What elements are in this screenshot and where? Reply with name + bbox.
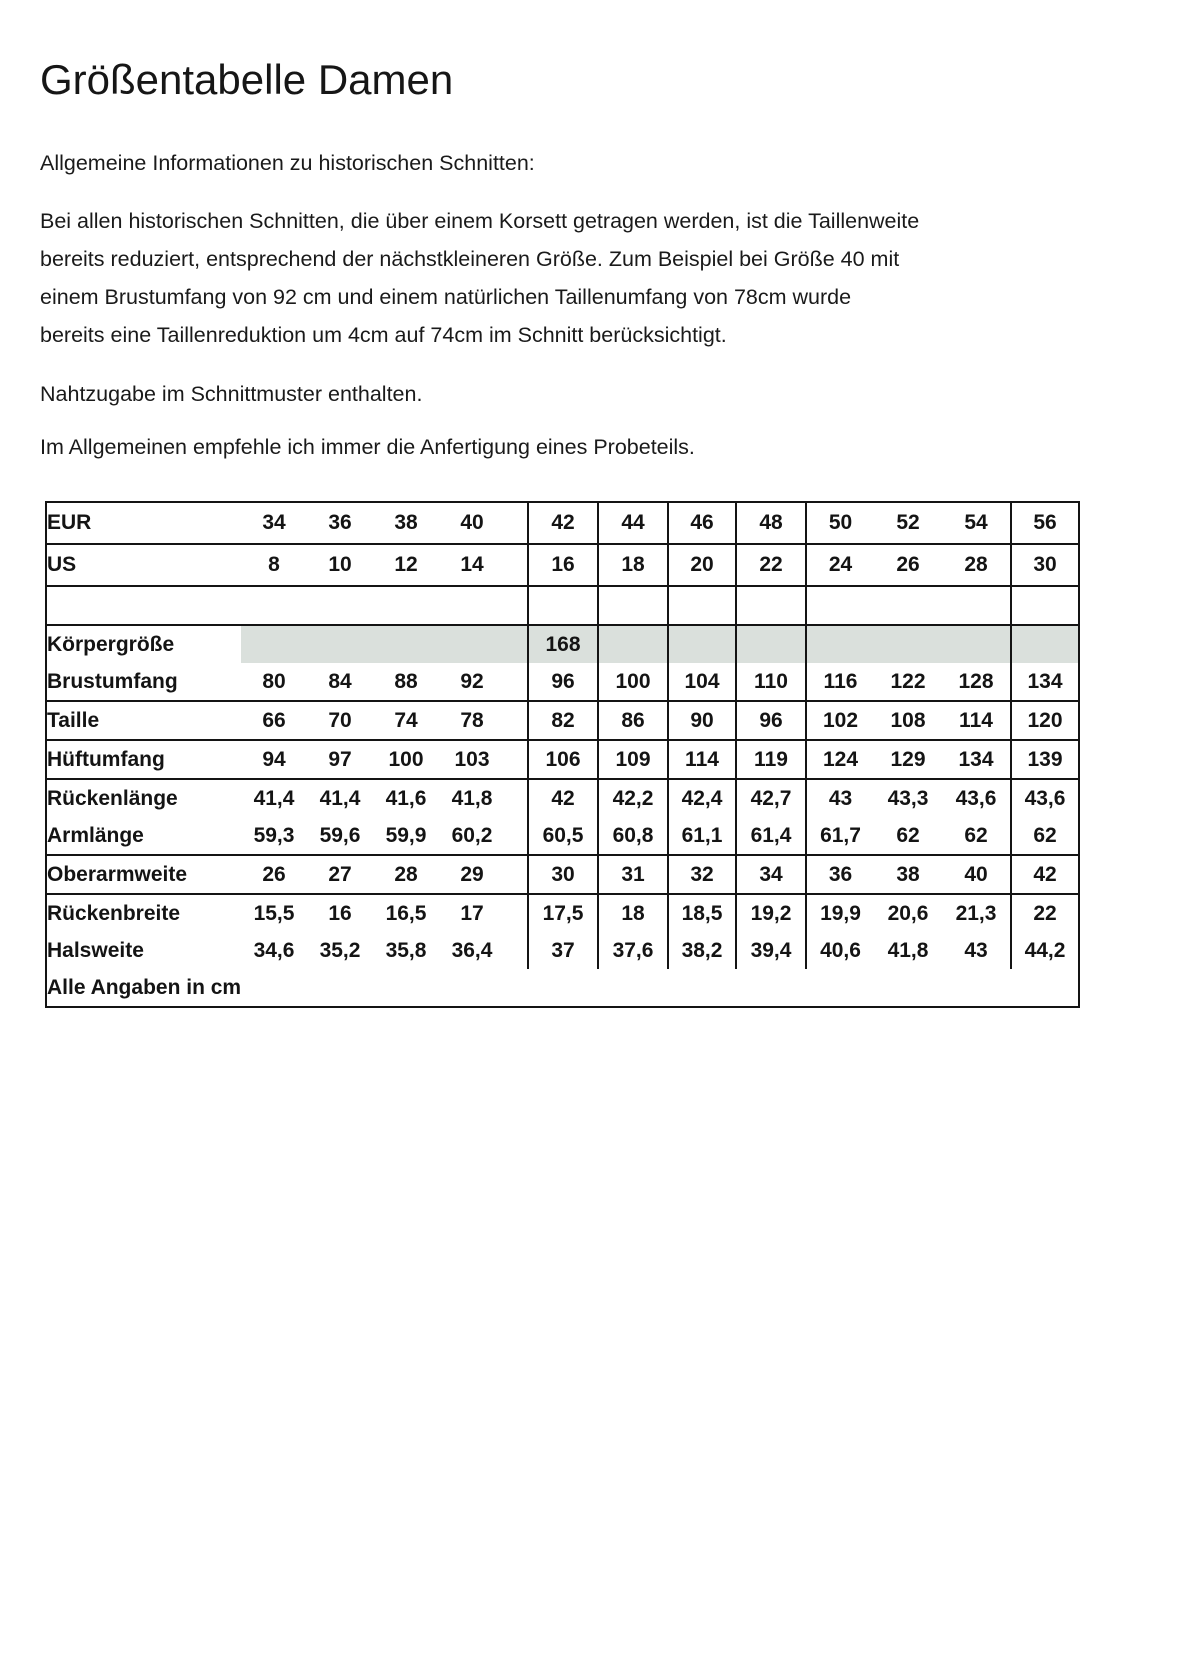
spacer-cell — [505, 701, 528, 740]
row-label: Taille — [46, 701, 241, 740]
spacer-row — [46, 586, 1079, 625]
value-cell — [373, 586, 439, 625]
value-cell — [874, 625, 942, 663]
table-row — [46, 625, 1079, 663]
value-cell — [528, 586, 598, 625]
value-cell: 43,3 — [887, 786, 929, 810]
row-label: Oberarmweite — [46, 855, 241, 894]
value-cell: 28 — [942, 544, 1011, 586]
value-cell: 19,9 — [806, 894, 874, 932]
value-cell: 119 — [736, 740, 806, 779]
value-cell: 124 — [806, 740, 874, 779]
value-cell: 14 — [439, 544, 505, 586]
value-cell: 102 — [806, 701, 874, 740]
value-cell: 70 — [307, 701, 373, 740]
spacer-cell — [505, 502, 528, 544]
value-cell: 134 — [942, 740, 1011, 779]
value-cell — [736, 586, 806, 625]
value-cell: 27 — [307, 855, 373, 894]
value-cell — [806, 586, 874, 625]
value-cell: 17 — [460, 901, 484, 925]
value-cell: 108 — [874, 701, 942, 740]
value-cell — [806, 625, 874, 663]
value-cell: 50 — [806, 502, 874, 544]
spacer-cell — [505, 740, 528, 779]
value-cell: 96 — [528, 663, 598, 701]
value-cell — [1011, 586, 1079, 625]
table-row — [46, 740, 1079, 779]
value-cell: 122 — [874, 663, 942, 701]
value-cell: 22 — [1011, 894, 1079, 932]
page-title: Größentabelle Damen — [40, 56, 454, 103]
value-cell — [307, 586, 373, 625]
table-row — [46, 932, 1079, 969]
value-cell: 54 — [942, 502, 1011, 544]
table-row — [46, 855, 1079, 894]
value-cell — [1011, 625, 1079, 663]
value-cell: 60,5 — [528, 817, 598, 855]
value-cell: 43 — [806, 779, 874, 817]
value-cell: 43,6 — [1011, 779, 1079, 817]
value-cell — [439, 586, 505, 625]
table-footer-row — [46, 969, 1079, 1007]
row-label: Hüftumfang — [46, 740, 241, 779]
value-cell: 12 — [373, 544, 439, 586]
value-cell: 42 — [1011, 855, 1079, 894]
value-cell: 52 — [874, 502, 942, 544]
value-cell: 41,4 — [319, 786, 361, 810]
value-cell: 31 — [598, 855, 668, 894]
value-cell: 35,8 — [385, 938, 427, 962]
value-cell: 42,2 — [598, 779, 668, 817]
value-cell: 96 — [736, 701, 806, 740]
paragraph-line: bereits reduziert, entsprechend der nächstkleineren Größe. Zum Beispiel bei Größe 40 mit — [40, 247, 900, 271]
value-cell: 59,6 — [307, 817, 373, 855]
value-cell: 92 — [439, 663, 505, 701]
value-cell: 30 — [1011, 544, 1079, 586]
value-cell: 139 — [1011, 740, 1079, 779]
value-cell: 21,3 — [955, 901, 997, 925]
value-cell: 36 — [806, 855, 874, 894]
value-cell: 15,5 — [253, 901, 295, 925]
row-label: US — [46, 544, 241, 586]
spacer-cell — [505, 586, 528, 625]
value-cell: 34 — [241, 502, 307, 544]
value-cell: 134 — [1011, 663, 1079, 701]
value-cell: 16 — [528, 544, 598, 586]
spacer-cell — [505, 894, 528, 932]
intro-heading: Allgemeine Informationen zu historischen Schnitten: — [40, 151, 535, 175]
value-cell: 20,6 — [887, 901, 929, 925]
value-cell — [598, 586, 668, 625]
value-cell: 17,5 — [528, 894, 598, 932]
value-cell: 60,2 — [439, 817, 505, 855]
value-cell: 37 — [528, 932, 598, 969]
value-cell: 78 — [439, 701, 505, 740]
table-row — [46, 544, 1079, 586]
value-cell: 41,6 — [385, 786, 427, 810]
value-cell: 114 — [942, 701, 1011, 740]
value-cell: 84 — [307, 663, 373, 701]
value-cell: 48 — [736, 502, 806, 544]
value-cell: 62 — [874, 817, 942, 855]
value-cell: 38,2 — [668, 932, 736, 969]
value-cell: 90 — [668, 701, 736, 740]
row-label: Körpergröße — [47, 632, 175, 656]
spacer-cell — [505, 625, 528, 663]
spacer-cell — [505, 855, 528, 894]
value-cell: 61,1 — [668, 817, 736, 855]
spacer-cell — [505, 932, 528, 969]
value-cell: 82 — [528, 701, 598, 740]
value-cell: 56 — [1011, 502, 1079, 544]
table-row — [46, 779, 1079, 817]
value-cell: 62 — [1011, 817, 1079, 855]
value-cell — [942, 625, 1011, 663]
table-row — [46, 894, 1079, 932]
value-cell: 110 — [736, 663, 806, 701]
value-cell: 18,5 — [668, 894, 736, 932]
value-cell: 20 — [668, 544, 736, 586]
value-cell: 106 — [528, 740, 598, 779]
value-cell — [307, 625, 373, 663]
value-cell: 36 — [307, 502, 373, 544]
value-cell — [373, 625, 439, 663]
table-row — [46, 502, 1079, 544]
value-cell: 35,2 — [319, 938, 361, 962]
value-cell: 38 — [874, 855, 942, 894]
paragraph-line: Bei allen historischen Schnitten, die über einem Korsett getragen werden, ist die Taillenweite — [40, 209, 920, 233]
row-label — [46, 586, 241, 625]
spacer-cell — [505, 544, 528, 586]
value-cell: 103 — [439, 740, 505, 779]
value-cell — [942, 586, 1011, 625]
value-cell: 18 — [598, 544, 668, 586]
value-cell: 43 — [964, 938, 988, 962]
value-cell: 16,5 — [385, 901, 427, 925]
value-cell — [668, 625, 736, 663]
value-cell — [668, 586, 736, 625]
value-cell: 62 — [942, 817, 1011, 855]
value-cell — [598, 625, 668, 663]
value-cell: 46 — [668, 502, 736, 544]
value-cell: 74 — [373, 701, 439, 740]
value-cell: 114 — [668, 740, 736, 779]
row-label: Rückenbreite — [47, 901, 181, 925]
value-cell: 100 — [598, 663, 668, 701]
row-label: Rückenlänge — [47, 786, 178, 810]
spacer-cell — [505, 779, 528, 817]
value-cell: 22 — [736, 544, 806, 586]
value-cell — [241, 586, 307, 625]
value-cell: 8 — [241, 544, 307, 586]
size-table-body — [46, 502, 1079, 1007]
paragraph-line: einem Brustumfang von 92 cm und einem natürlichen Taillenumfang von 78cm wurde — [40, 285, 852, 309]
value-cell: 128 — [942, 663, 1011, 701]
value-cell: 42 — [528, 502, 598, 544]
value-cell: 40,6 — [806, 932, 874, 969]
value-cell: 120 — [1011, 701, 1079, 740]
value-cell: 40 — [439, 502, 505, 544]
value-cell — [874, 586, 942, 625]
value-cell — [241, 625, 307, 663]
row-label: Brustumfang — [46, 663, 241, 701]
value-cell: 38 — [373, 502, 439, 544]
value-cell: 42,4 — [668, 779, 736, 817]
value-cell: 100 — [373, 740, 439, 779]
value-cell: 34 — [736, 855, 806, 894]
paragraph-line: bereits eine Taillenreduktion um 4cm auf 74cm im Schnitt berücksichtigt. — [40, 323, 727, 347]
note-sample-recommendation: Im Allgemeinen empfehle ich immer die Anfertigung eines Probeteils. — [40, 435, 695, 459]
value-cell: 24 — [806, 544, 874, 586]
value-cell: 59,9 — [373, 817, 439, 855]
value-cell: 86 — [598, 701, 668, 740]
value-cell: 104 — [668, 663, 736, 701]
value-cell — [736, 625, 806, 663]
value-cell: 30 — [528, 855, 598, 894]
table-row — [46, 663, 1079, 701]
value-cell: 60,8 — [598, 817, 668, 855]
value-cell: 88 — [373, 663, 439, 701]
row-label: EUR — [46, 502, 241, 544]
value-cell: 29 — [439, 855, 505, 894]
value-cell: 59,3 — [241, 817, 307, 855]
body-paragraph — [40, 202, 1141, 354]
value-cell: 80 — [241, 663, 307, 701]
value-cell: 61,7 — [806, 817, 874, 855]
row-label: Halsweite — [47, 938, 144, 962]
units-note: Alle Angaben in cm — [47, 975, 242, 999]
value-cell: 41,8 — [887, 938, 929, 962]
value-cell: 18 — [598, 894, 668, 932]
value-cell: 26 — [874, 544, 942, 586]
table-row — [46, 817, 1079, 855]
value-cell: 26 — [241, 855, 307, 894]
value-cell: 129 — [874, 740, 942, 779]
value-cell: 41,8 — [451, 786, 493, 810]
row-label: Armlänge — [46, 817, 241, 855]
value-cell: 61,4 — [736, 817, 806, 855]
value-cell: 32 — [668, 855, 736, 894]
value-cell: 39,4 — [736, 932, 806, 969]
value-cell: 16 — [328, 901, 352, 925]
value-cell: 36,4 — [451, 938, 493, 962]
note-seam-allowance: Nahtzugabe im Schnittmuster enthalten. — [40, 382, 423, 406]
value-cell: 97 — [307, 740, 373, 779]
value-cell: 94 — [241, 740, 307, 779]
spacer-cell — [505, 817, 528, 855]
value-cell: 42,7 — [736, 779, 806, 817]
value-cell: 43,6 — [955, 786, 997, 810]
value-cell: 28 — [373, 855, 439, 894]
spacer-cell — [505, 663, 528, 701]
value-cell: 44 — [598, 502, 668, 544]
value-cell: 19,2 — [736, 894, 806, 932]
value-cell: 34,6 — [253, 938, 295, 962]
value-cell: 41,4 — [253, 786, 295, 810]
value-cell: 109 — [598, 740, 668, 779]
value-cell: 168 — [528, 625, 598, 663]
value-cell: 66 — [241, 701, 307, 740]
value-cell: 42 — [528, 779, 598, 817]
value-cell — [439, 625, 505, 663]
table-row — [46, 701, 1079, 740]
size-table — [45, 501, 1080, 1008]
value-cell: 37,6 — [598, 932, 668, 969]
value-cell: 116 — [806, 663, 874, 701]
value-cell: 40 — [942, 855, 1011, 894]
value-cell: 44,2 — [1011, 932, 1079, 969]
value-cell: 10 — [307, 544, 373, 586]
